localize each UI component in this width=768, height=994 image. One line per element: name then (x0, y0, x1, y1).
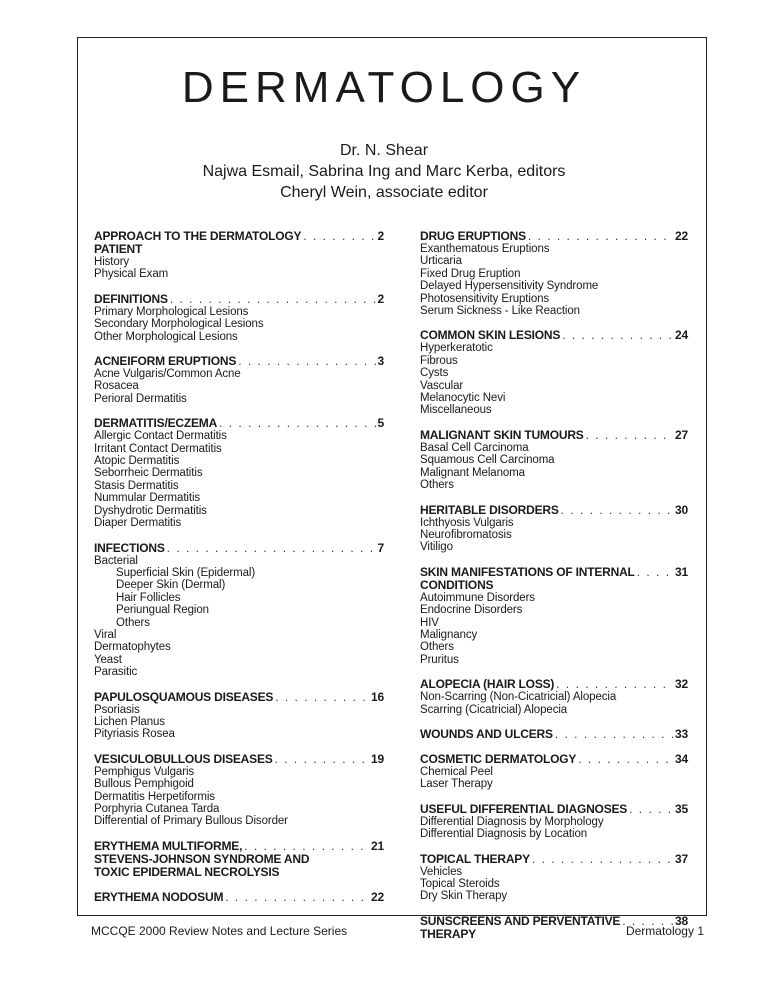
toc-subtopic: Basal Cell Carcinoma (420, 441, 529, 454)
toc-subtopic: Topical Steroids (420, 878, 500, 890)
toc-subtopic: Melanocytic Nevi (420, 392, 506, 405)
toc-subtopic: Chemical Peel (420, 765, 493, 778)
toc-entry-title-cont[interactable]: TOXIC EPIDERMAL NECROLYSIS (94, 864, 280, 879)
toc-subtopic: Pruritus (420, 653, 459, 666)
toc-subtopic: Serum Sickness - Like Reaction (420, 305, 580, 318)
toc-entry-title[interactable]: DRUG ERUPTIONS (420, 229, 526, 243)
toc-entry[interactable] (420, 504, 688, 517)
toc-subtopic: Porphyria Cutanea Tarda (94, 803, 220, 815)
toc-subtopic: Nummular Dermatitis (94, 492, 201, 505)
toc-page-number[interactable]: 37 (675, 851, 688, 866)
toc-page-number[interactable]: 2 (377, 229, 384, 243)
toc-section (94, 840, 384, 879)
toc-subtopic: Pityriasis Rosea (94, 728, 175, 741)
toc-section (420, 728, 688, 741)
toc-subtopic: Irritant Contact Dermatitis (94, 442, 222, 455)
dot-leader (244, 840, 369, 853)
toc-subtopic: Endocrine Disorders (420, 604, 523, 617)
toc-entry[interactable] (420, 566, 688, 579)
toc-subtopic: Malignant Melanoma (420, 466, 525, 479)
toc-entry[interactable] (94, 753, 384, 766)
toc-subtopic: Differential Diagnosis by Morphology (420, 815, 604, 828)
toc-page-number[interactable]: 22 (371, 889, 384, 904)
toc-subtopic: Hyperkeratotic (420, 342, 493, 355)
toc-subtopic: Others (116, 616, 150, 629)
toc-subtopic: Hair Follicles (116, 591, 181, 604)
dot-leader (167, 542, 376, 555)
dot-leader (275, 753, 369, 766)
toc-subtopic: Viral (94, 628, 117, 641)
dot-leader (225, 891, 369, 904)
toc-page-number[interactable]: 34 (675, 751, 688, 766)
footer-page-number: Dermatology 1 (625, 924, 704, 938)
toc-subtopic: Stasis Dermatitis (94, 479, 179, 492)
toc-entry-title[interactable]: SKIN MANIFESTATIONS OF INTERNAL (420, 564, 635, 579)
toc-subtopic: Urticaria (420, 255, 462, 268)
toc-entry-title[interactable]: DERMATITIS/ECZEMA (94, 416, 218, 431)
toc-entry-title[interactable]: HERITABLE DISORDERS (420, 502, 559, 517)
toc-subtopic: Squamous Cell Carcinoma (420, 454, 555, 467)
toc-page-number[interactable]: 7 (377, 540, 384, 555)
toc-section (420, 504, 688, 554)
toc-subtopic: Secondary Morphological Lesions (94, 318, 264, 331)
dot-leader (578, 753, 673, 766)
toc-subtopic: Vitiligo (420, 541, 453, 554)
toc-section (420, 753, 688, 791)
toc-subtopic: Yeast (94, 653, 122, 666)
toc-section (420, 853, 688, 903)
toc-entry-title[interactable]: INFECTIONS (94, 540, 165, 555)
toc-entry[interactable] (94, 542, 384, 555)
dot-leader (561, 504, 673, 517)
toc-section (420, 566, 688, 666)
toc-subtopic: Vehicles (420, 865, 463, 878)
toc-subtopic: Differential of Primary Bullous Disorder (94, 815, 288, 828)
toc-right-column (420, 230, 688, 953)
toc-subtopic: Pemphigus Vulgaris (94, 765, 195, 778)
toc-subtopic: Laser Therapy (420, 778, 493, 791)
toc-subtopic: History (94, 256, 130, 268)
toc-entry-title[interactable]: VESICULOBULLOUS DISEASES (94, 751, 273, 766)
toc-entry-title[interactable]: MALIGNANT SKIN TUMOURS (420, 427, 584, 442)
toc-entry[interactable] (420, 753, 688, 766)
toc-page-number[interactable]: 5 (377, 416, 384, 431)
toc-entry-title[interactable]: DEFINITIONS (94, 291, 168, 306)
toc-subtopic: Exanthematous Eruptions (420, 243, 550, 255)
toc-entry[interactable] (420, 230, 688, 243)
toc-subtopic: Differential Diagnosis by Location (420, 828, 588, 841)
toc-entry-title[interactable]: PAPULOSQUAMOUS DISEASES (94, 689, 274, 704)
editors-line: Najwa Esmail, Sabrina Ing and Marc Kerba, editors (202, 163, 566, 180)
toc-subtopic: Others (420, 641, 454, 654)
toc-subtopic: Dermatitis Herpetiformis (94, 790, 215, 803)
toc-entry[interactable] (420, 728, 688, 741)
toc-entry-title[interactable]: SUNSCREENS AND PERVENTATIVE (420, 913, 621, 928)
dot-leader (238, 355, 375, 368)
toc-page-number[interactable]: 21 (371, 838, 384, 853)
toc-section (94, 753, 384, 828)
toc-section (420, 429, 688, 492)
toc-page-number[interactable]: 31 (675, 564, 688, 579)
toc-subtopic: Cysts (420, 367, 449, 380)
toc-page-number[interactable]: 35 (675, 801, 688, 816)
dot-leader (629, 803, 673, 816)
toc-subtopic: Seborrheic Dermatitis (94, 467, 203, 480)
toc-entry-title[interactable]: TOPICAL THERAPY (420, 851, 530, 866)
dot-leader (562, 329, 673, 342)
toc-section (94, 542, 384, 679)
toc-section (94, 355, 384, 405)
toc-subtopic: Dry Skin Therapy (420, 890, 508, 903)
toc-entry[interactable] (94, 891, 384, 904)
toc-entry[interactable] (94, 691, 384, 704)
dot-leader (303, 230, 375, 243)
toc-page-number[interactable]: 2 (377, 291, 384, 306)
toc-entry-title[interactable]: ERYTHEMA NODOSUM (94, 889, 224, 904)
toc-entry-title[interactable]: ERYTHEMA MULTIFORME, (94, 838, 243, 853)
footer-series: MCCQE 2000 Review Notes and Lecture Series (91, 924, 348, 938)
toc-entry-title[interactable]: WOUNDS AND ULCERS (420, 726, 553, 741)
toc-subtopic: Ichthyosis Vulgaris (420, 516, 514, 529)
toc-subtopic: Neurofibromatosis (420, 528, 512, 541)
dot-leader (586, 429, 673, 442)
toc-left-column (94, 230, 384, 916)
toc-entry[interactable] (420, 678, 688, 691)
toc-subtopic: Vascular (420, 379, 464, 392)
toc-subtopic: Acne Vulgaris/Common Acne (94, 368, 241, 381)
toc-section (420, 803, 688, 841)
toc-page-number[interactable]: 33 (675, 726, 688, 741)
toc-entry[interactable] (420, 853, 688, 866)
toc-section (420, 230, 688, 317)
dot-leader (532, 853, 673, 866)
toc-entry-title-cont[interactable]: THERAPY (420, 926, 476, 941)
toc-page-number[interactable]: 38 (675, 913, 688, 928)
toc-section (94, 230, 384, 281)
toc-subtopic: Scarring (Cicatricial) Alopecia (420, 703, 568, 716)
toc-entry-title[interactable]: COMMON SKIN LESIONS (420, 328, 561, 343)
associate-editor-line: Cheryl Wein, associate editor (280, 184, 488, 201)
toc-subtopic: Dermatophytes (94, 641, 171, 654)
toc-entry-title-cont[interactable]: CONDITIONS (420, 577, 494, 592)
toc-page-number[interactable]: 22 (675, 229, 688, 243)
toc-subtopic: Miscellaneous (420, 404, 492, 417)
toc-subtopic: Fixed Drug Eruption (420, 267, 521, 280)
toc-entry-title-cont[interactable]: PATIENT (94, 242, 143, 256)
toc-subtopic: Physical Exam (94, 268, 169, 281)
toc-subtopic: Diaper Dermatitis (94, 517, 182, 530)
toc-subtopic: Malignancy (420, 628, 478, 641)
toc-subtopic: Rosacea (94, 380, 139, 393)
toc-page-number[interactable]: 30 (675, 502, 688, 517)
dot-leader (555, 728, 673, 741)
toc-entry-title[interactable]: ALOPECIA (HAIR LOSS) (420, 677, 555, 692)
toc-subtopic: Non-Scarring (Non-Cicatricial) Alopecia (420, 691, 617, 704)
dot-leader (219, 417, 375, 430)
toc-subtopic: Periungual Region (116, 604, 209, 617)
toc-page-number[interactable]: 19 (371, 751, 384, 766)
toc-subtopic: Perioral Dermatitis (94, 392, 187, 405)
toc-subtopic: Primary Morphological Lesions (94, 305, 249, 318)
toc-section (94, 293, 384, 343)
author-line: Dr. N. Shear (339, 142, 429, 159)
toc-subtopic: Atopic Dermatitis (94, 455, 180, 468)
toc-entry[interactable] (94, 293, 384, 306)
dot-leader (528, 230, 673, 243)
toc-entry-title[interactable]: ACNEIFORM ERUPTIONS (94, 354, 237, 369)
toc-entry-title[interactable]: APPROACH TO THE DERMATOLOGY (94, 229, 302, 243)
toc-entry-title[interactable]: USEFUL DIFFERENTIAL DIAGNOSES (420, 801, 628, 816)
toc-subtopic: Photosensitivity Eruptions (420, 292, 550, 305)
toc-page-number[interactable]: 24 (675, 328, 688, 343)
dot-leader (556, 678, 673, 691)
toc-subtopic: Bacterial (94, 554, 138, 567)
toc-section (420, 678, 688, 716)
toc-page-number[interactable]: 27 (675, 427, 688, 442)
toc-subtopic: Lichen Planus (94, 715, 165, 728)
toc-entry[interactable] (94, 417, 384, 430)
toc-subtopic: Allergic Contact Dermatitis (94, 430, 227, 443)
toc-entry[interactable] (420, 803, 688, 816)
toc-section (94, 417, 384, 529)
toc-entry-title[interactable]: COSMETIC DERMATOLOGY (420, 751, 577, 766)
toc-subtopic: Autoimmune Disorders (420, 591, 535, 604)
toc-subtopic: Fibrous (420, 354, 458, 367)
toc-section (94, 691, 384, 741)
toc-subtopic: Dyshydrotic Dermatitis (94, 504, 207, 517)
toc-entry-title-cont[interactable]: STEVENS-JOHNSON SYNDROME AND (94, 851, 310, 866)
toc-entry[interactable] (420, 429, 688, 442)
toc-subtopic: Other Morphological Lesions (94, 330, 238, 343)
toc-subtopic: Parasitic (94, 666, 138, 679)
dot-leader (637, 566, 673, 579)
toc-page-number[interactable]: 32 (675, 677, 688, 692)
toc-subtopic: Bullous Pemphigoid (94, 778, 194, 791)
toc-subtopic: Others (420, 479, 454, 492)
toc-section (420, 329, 688, 416)
toc-entry[interactable] (420, 329, 688, 342)
toc-section (94, 891, 384, 904)
page-title: DERMATOLOGY (181, 63, 587, 112)
toc-entry[interactable] (94, 840, 384, 853)
toc-subtopic: Psoriasis (94, 703, 140, 716)
authors-block (0, 140, 768, 203)
toc-subtopic: HIV (420, 616, 439, 629)
toc-subtopic: Superficial Skin (Epidermal) (116, 566, 256, 579)
dot-leader (170, 293, 376, 306)
toc-page-number[interactable]: 3 (377, 354, 384, 369)
toc-subtopic: Deeper Skin (Dermal) (116, 579, 226, 592)
toc-subtopic: Delayed Hypersensitivity Syndrome (420, 280, 599, 293)
toc-page-number[interactable]: 16 (371, 689, 384, 704)
toc-entry[interactable] (94, 355, 384, 368)
dot-leader (275, 691, 369, 704)
